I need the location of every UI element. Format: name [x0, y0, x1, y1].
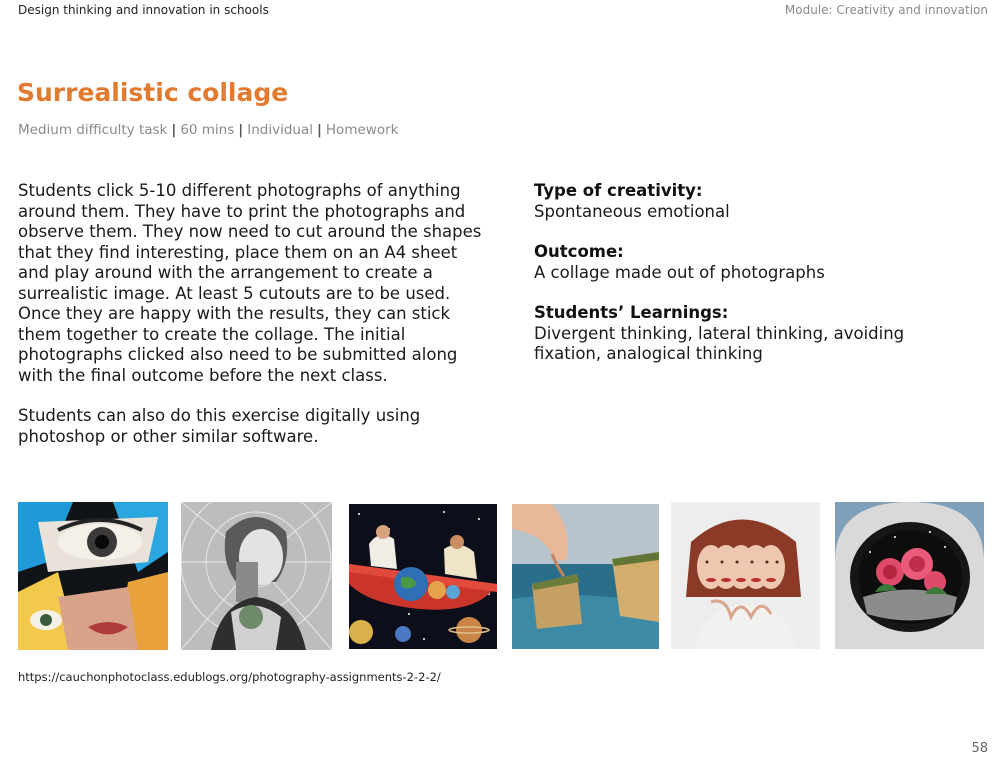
outcome-block [534, 242, 974, 283]
meta-separator: | [316, 122, 322, 138]
woman-web-collage-image [181, 502, 332, 650]
eye-collage-image [18, 502, 168, 650]
detail-value: Spontaneous emotional [534, 201, 730, 221]
duration-label: 60 mins [180, 122, 235, 138]
task-type-label: Homework [325, 122, 399, 138]
learnings-block [534, 303, 974, 365]
astronaut-roses-collage-image [835, 502, 984, 649]
detail-label: Outcome: [534, 242, 624, 261]
page-number: 58 [971, 741, 988, 756]
description-paragraph: Students can also do this exercise digitally using photoshop or other similar software. [18, 406, 421, 446]
detail-label: Type of creativity: [534, 181, 703, 200]
repeated-face-collage-image [671, 502, 820, 649]
detail-label: Students’ Learnings: [534, 303, 729, 322]
description-paragraph: Students click 5-10 different photographs of anything around them. They have to print the photographs and observe them. They now need to cut around the shapes that they find interesting, place them on an A4 sheet and play around with the arrangement to create a surrealistic image. At least 5 cutouts are to be used. Once they are happy with the results, they can stick them together to create the collage. The initial photographs clicked also need to be submitted along with the final outcome before the next class. [18, 181, 482, 385]
course-title: Design thinking and innovation in schools [18, 3, 269, 17]
task-description [18, 181, 483, 467]
detail-value: A collage made out of photographs [534, 262, 825, 282]
page-title: Surrealistic collage [17, 78, 289, 107]
task-meta [18, 122, 398, 138]
module-label: Module: Creativity and innovation [784, 3, 988, 17]
detail-value: Divergent thinking, lateral thinking, avoiding fixation, analogical thinking [534, 323, 905, 363]
creativity-type-block [534, 181, 974, 222]
meta-separator: | [238, 122, 244, 138]
task-details [534, 181, 974, 385]
mode-label: Individual [247, 122, 313, 138]
boat-planets-collage-image [349, 504, 497, 649]
meta-separator: | [171, 122, 177, 138]
difficulty-label: Medium difficulty task [18, 122, 168, 138]
source-link[interactable]: https://cauchonphotoclass.edublogs.org/photography-assignments-2-2-2/ [18, 670, 441, 684]
cliff-hand-collage-image [512, 504, 659, 649]
